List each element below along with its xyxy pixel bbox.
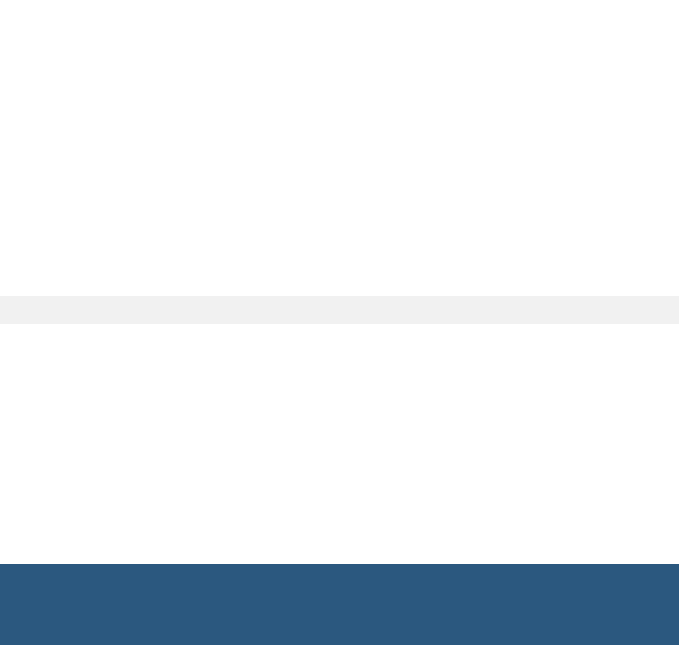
footer-band: [0, 564, 679, 645]
bottom-language-columns: [0, 330, 679, 562]
divider-stripe: [0, 296, 679, 324]
top-language-columns: [0, 114, 679, 292]
